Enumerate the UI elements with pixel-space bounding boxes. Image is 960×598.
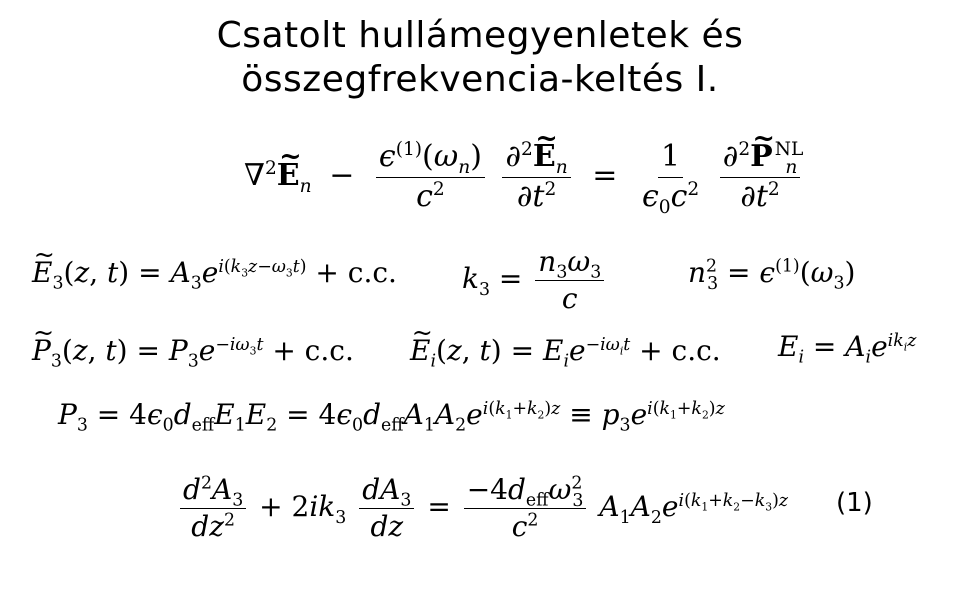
epsilon-over-c2-fraction: $\frac{\epsilon^{(1)}(\omega_n)}{c^2}$ xyxy=(376,140,485,214)
n3-definition: $n^2_3 = \epsilon^{(1)}(\omega_3)$ xyxy=(688,256,856,294)
equation-number: (1) xyxy=(836,488,873,518)
k3-definition: $k_3$ = $\frac{n_3\omega_3}{c}$ xyxy=(462,246,608,315)
d2p-dt2-fraction: $\frac{\partial^2\sim P ^{NL}_n}{\partial t^2}$ xyxy=(720,140,801,214)
ei-definition: ~ $E_i(z$, $t) = E_ie^{-i\omega_it} + c.c$. xyxy=(410,334,721,367)
title-line-2: összegfrekvencia-keltés I. xyxy=(241,59,719,100)
title-line-1: Csatolt hullámegyenletek és xyxy=(216,15,744,56)
coupled-amplitude-equation: $\frac{d^2A_3}{dz^2}$ + $2ik_3$ $\frac{dA_3}{dz}$ = $\frac{-4d_{eff}\omega^2_3}{c^2}$ $A_1A_2e^{i(k_1+k_2-k_3)z}$ xyxy=(176,474,788,543)
p3-definition: ~ $P_3(z$, $t) = P_3e^{-i\omega_3t} + c.c$. xyxy=(32,334,354,367)
ei-amplitude: $E_i = A_ie^{ik_iz}$ xyxy=(778,330,917,368)
p3-polarization: $P_3 = 4\epsilon_0d_{eff}E_1E_2 = 4\epsilon_0d_{eff}A_1A_2e^{i(k_1+k_2)z} \equiv p_3e^{i(k_1+k_2)z}$ xyxy=(58,398,725,436)
minus-sign: − xyxy=(329,158,355,193)
nabla-symbol: ∇$^2$ xyxy=(244,158,277,193)
e3-definition: ~ $E_3(z$, $t) = A_3e^{i(k_3z-\omega_3t)} + c.c$. xyxy=(32,256,397,289)
equals-sign: = xyxy=(592,158,618,193)
slide-title xyxy=(0,14,960,102)
wave-equation: ∇$^2$~ $E_n$ − $\frac{\epsilon^{(1)}(\omega_n)}{c^2}$ $\frac{\partial^2\sim E_n}{\partial t^2}$ = $\frac{1}{\epsilon_0c^2}$ $\frac{\partial^2\sim P ^{NL}_n}{\partial t^2}$ xyxy=(244,140,804,214)
d2e-dt2-fraction: $\frac{\partial^2\sim E_n}{\partial t^2}$ xyxy=(502,140,570,214)
e-field-vector: ~ E xyxy=(277,158,300,193)
one-over-eps0c2-fraction: $\frac{1}{\epsilon_0c^2}$ xyxy=(641,139,700,218)
